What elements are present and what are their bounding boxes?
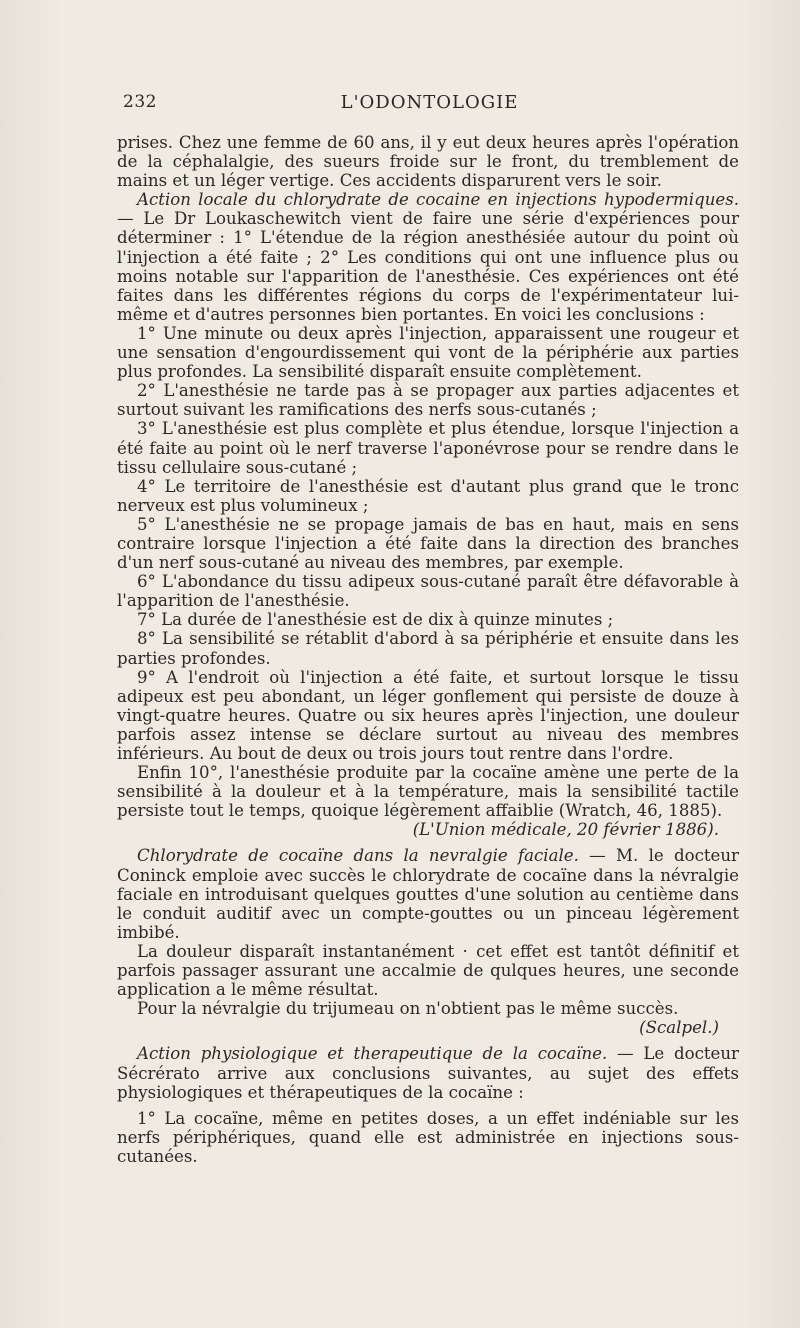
conclusion-5: 5° L'anesthésie ne se propage jamais de bas en haut, mais en sens contraire lorsque l'injection a été faite dans la direction des branches d'un nerf sous-cutané au niveau des membres, par exemple. (117, 514, 739, 573)
conclusion-4: 4° Le territoire de l'anesthésie est d'autant plus grand que le tronc nerveux est plus volumineux ; (117, 476, 739, 515)
paragraph-pain: La douleur disparaît instantanément · cet effet est tantôt définitif et parfois passager assurant une accalmie de qulques heures, une seconde application a le même résultat. (117, 941, 739, 1000)
paragraph-trigeminal: Pour la névralgie du trijumeau on n'obtient pas le même succès. (137, 999, 679, 1019)
paragraph-neuralgia (117, 846, 739, 941)
source-citation-scalpel (117, 1018, 739, 1037)
paragraph-peripheral-nerves: 1° La cocaïne, même en petites doses, a un effet indéniable sur les nerfs périphériques, quand elle est administrée en injections sous-cutanées. (117, 1108, 739, 1166)
paragraph-physiological-action-text: — Le docteur Sécrérato arrive aux conclusions suivantes, au sujet des effets physiologiques et thérapeutiques de la cocaïne : (117, 1044, 739, 1102)
source-scalpel-text: (Scalpel.) (639, 1018, 719, 1038)
conclusion-10: Enfin 10°, l'anesthésie produite par la cocaïne amène une perte de la sensibilité à la douleur et à la température, mais la sensibilité tactile persiste tout le temps, quoique légèrement affaiblie (Wratch, 46, 1885). (117, 763, 739, 821)
conclusion-1: 1° Une minute ou deux après l'injection, apparaissent une rougeur et une sensation d'engourdissement qui vont de la périphérie aux parties plus profondes. La sensibilité disparaît ensuite complètement. (117, 323, 739, 382)
section-title-physiological-action: Action physiologique et therapeutique de la cocaïne. (137, 1044, 608, 1064)
article-body (117, 133, 739, 1166)
source-citation-union-medicale (117, 820, 739, 839)
running-title: L'ODONTOLOGIE (340, 92, 519, 113)
conclusion-7: 7° La durée de l'anesthésie est de dix à quinze minutes ; (137, 610, 614, 630)
paragraph-local-action (117, 190, 739, 324)
conclusion-9: 9° A l'endroit où l'injection a été faite, et surtout lorsque le tissu adipeux est peu abondant, un léger gonflement qui persiste de douze à vingt-quatre heures. Quatre ou six heures après l'injection, une douleur parfois assez intense se déclare surtout au niveau des membres inférieurs. Au bout de deux ou trois jours tout rentre dans l'ordre. (117, 667, 739, 763)
paragraph-physiological-action (117, 1044, 739, 1101)
page-header (123, 92, 736, 120)
page-number: 232 (123, 92, 157, 112)
paragraph-local-action-text: — Le Dr Loukaschewitch vient de faire une série d'expériences pour déterminer : 1° L'étendue de la région anesthésiée autour du point où l'injection a été faite ; 2° Les conditions qui ont une influence plus ou moins notable sur l'apparition de l'anesthésie. Ces expériences ont été faites dans les différentes régions du corps de l'expérimentateur lui-même et d'autres personnes bien portantes. En voici les conclusions : (117, 209, 739, 324)
conclusion-3: 3° L'anesthésie est plus complète et plus étendue, lorsque l'injection a été faite au point où le nerf traverse l'aponévrose pour se rendre dans le tissu cellulaire sous-cutané ; (117, 419, 739, 477)
conclusion-2: 2° L'anesthésie ne tarde pas à se propager aux parties adjacentes et surtout suivant les ramifications des nerfs sous-cutanés ; (117, 381, 739, 420)
paragraph-neuralgia-text: — M. le docteur Coninck emploie avec succès le chlorydrate de cocaïne dans la névralgie faciale en introduisant quelques gouttes d'une solution au centième dans le conduit auditif avec un compte-gouttes ou un pinceau légèrement imbibé. (117, 846, 739, 942)
conclusion-6: 6° L'abondance du tissu adipeux sous-cutané paraît être défavorable à l'apparition de l'anesthésie. (117, 572, 739, 611)
paragraph-continuation: prises. Chez une femme de 60 ans, il y eut deux heures après l'opération de la céphalalgie, des sueurs froide sur le front, du tremblement de mains et un léger vertige. Ces accidents disparurent vers le soir. (117, 133, 739, 191)
conclusion-8: 8° La sensibilité se rétablit d'abord à sa périphérie et ensuite dans les parties profondes. (117, 629, 739, 668)
source-union-medicale-text: (L'Union médicale, 20 février 1886). (412, 820, 719, 840)
section-title-local-action: Action locale du chlorydrate de cocaine en injections hypodermiques. (137, 190, 739, 210)
section-title-neuralgia: Chlorydrate de cocaïne dans la nevralgie faciale. (137, 846, 579, 866)
